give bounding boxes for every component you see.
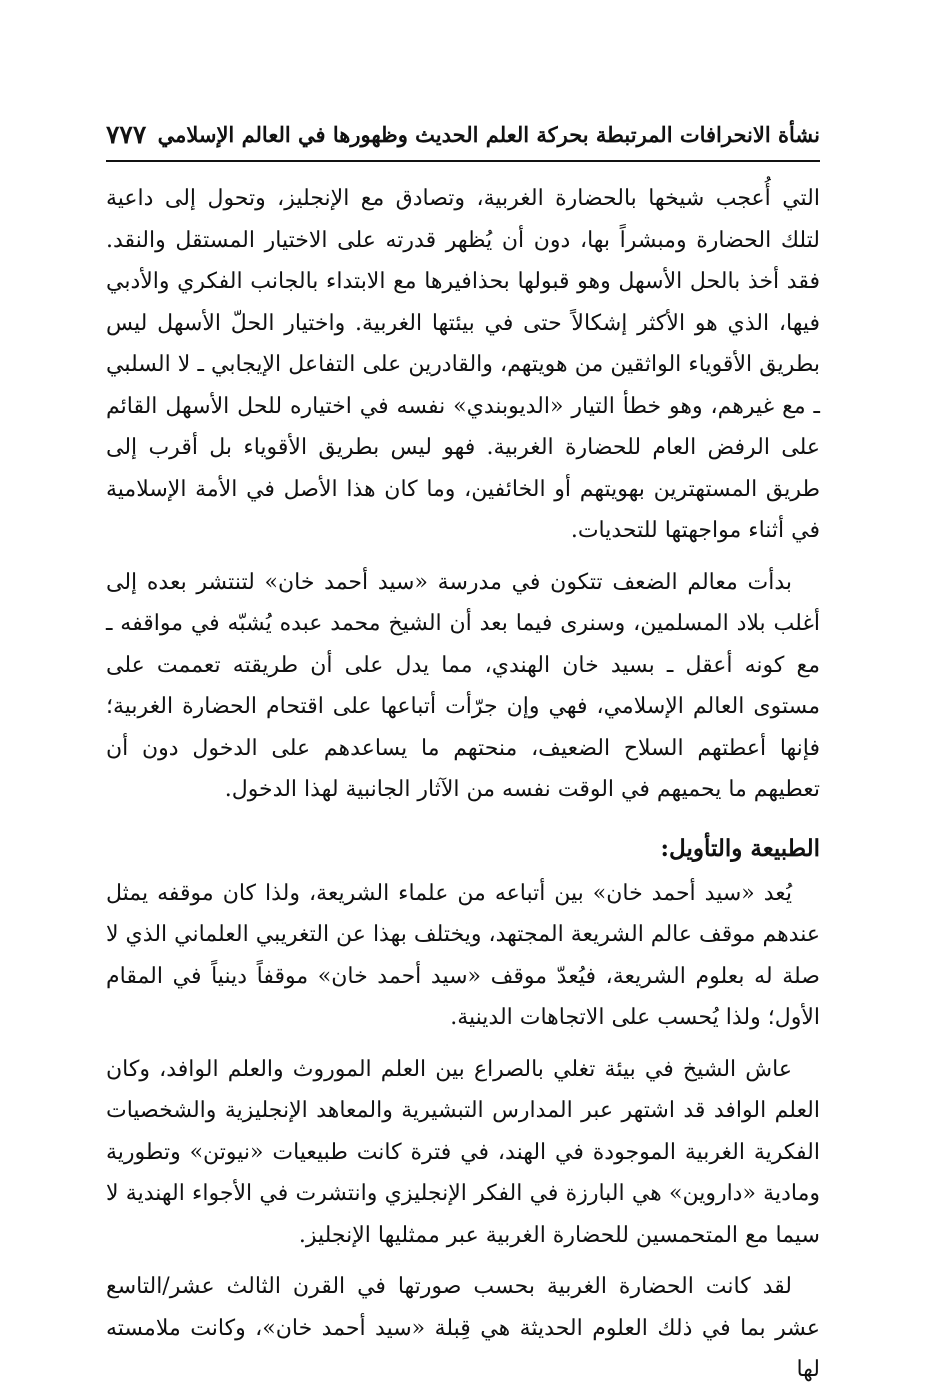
paragraph-4: عاش الشيخ في بيئة تغلي بالصراع بين العلم الموروث والعلم الوافد، وكان العلم الوافد قد اشتهر عبر المدارس التبشيرية والمعاهد الإنجليزية والشخصيات الفكرية الغربية الموجودة في الهند، في فترة كانت طبيعيات «نيوتن» وتطورية ومادية «داروين» هي البارزة في الفكر الإنجليزي وانتشرت في الأجواء الهندية لا سيما مع المتحمسين للحضارة الغربية عبر ممثليها الإنجليز. <box>106 1056 820 1248</box>
paragraph-3: يُعد «سيد أحمد خان» بين أتباعه من علماء الشريعة، ولذا كان موقفه يمثل عندهم موقف عالم الشريعة المجتهد، ويختلف بهذا عن التغريبي العلماني الذي لا صلة له بعلوم الشريعة، فيُعدّ موقف «سيد أحمد خان» موقفاً دينياً في المقام الأول؛ ولذا يُحسب على الاتجاهات الدينية. <box>106 880 820 1030</box>
paragraph-gap <box>106 1039 820 1049</box>
page-header <box>106 112 820 156</box>
page-body <box>106 178 820 1391</box>
running-title: نشأة الانحرافات المرتبطة بحركة العلم الحديث وظهورها في العالم الإسلامي <box>157 121 820 147</box>
paragraph-2: بدأت معالم الضعف تتكون في مدرسة «سيد أحمد خان» لتنتشر بعده إلى أغلب بلاد المسلمين، وسنرى فيما بعد أن الشيخ محمد عبده يُشبّه في مواقفه ـ مع كونه أعقل ـ بسيد خان الهندي، مما يدل على أن طريقته تعممت على مستوى العالم الإسلامي، فهي وإن جرّأت أتباعها على اقتحام الحضارة الغربية؛ فإنها أعطتهم السلاح الضعيف، منحتهم ما يساعدهم على الدخول دون أن تعطيهم ما يحميهم في الوقت نفسه من الآثار الجانبية لهذا الدخول. <box>106 569 820 802</box>
header-rule <box>106 160 820 162</box>
paragraph-5: لقد كانت الحضارة الغربية بحسب صورتها في القرن الثالث عشر/التاسع عشر بما في ذلك العلوم الحديثة هي قِبلة «سيد أحمد خان»، وكانت ملامسته لها <box>106 1274 820 1382</box>
paragraph-1: التي أُعجب شيخها بالحضارة الغربية، وتصادق مع الإنجليز، وتحول إلى داعية لتلك الحضارة ومبشراً بها، دون أن يُظهر قدرته على الاختيار المستقل والنقد. فقد أخذ بالحل الأسهل وهو قبولها بحذافيرها مع الابتداء بالجانب الفكري والأدبي فيها، الذي هو الأكثر إشكالاً حتى في بيئتها الغربية. واختيار الحلّ الأسهل ليس بطريق الأقوياء الواثقين من هويتهم، والقادرين على التفاعل الإيجابي ـ لا السلبي ـ مع غيرهم، وهو خطأ التيار «الديوبندي» نفسه في اختياره للحل الأسهل القائم على الرفض العام للحضارة الغربية. فهو ليس بطريق الأقوياء بل أقرب إلى طريق المستهترين بهويتهم أو الخائفين، وما كان هذا الأصل في الأمة الإسلامية في أثناء مواجهتها للتحديات. <box>106 186 820 543</box>
page-number: ٧٧٧ <box>106 119 147 149</box>
paragraph-gap <box>106 1256 820 1266</box>
section-heading: الطبيعة والتأويل: <box>660 834 820 862</box>
paragraph-gap <box>106 552 820 562</box>
